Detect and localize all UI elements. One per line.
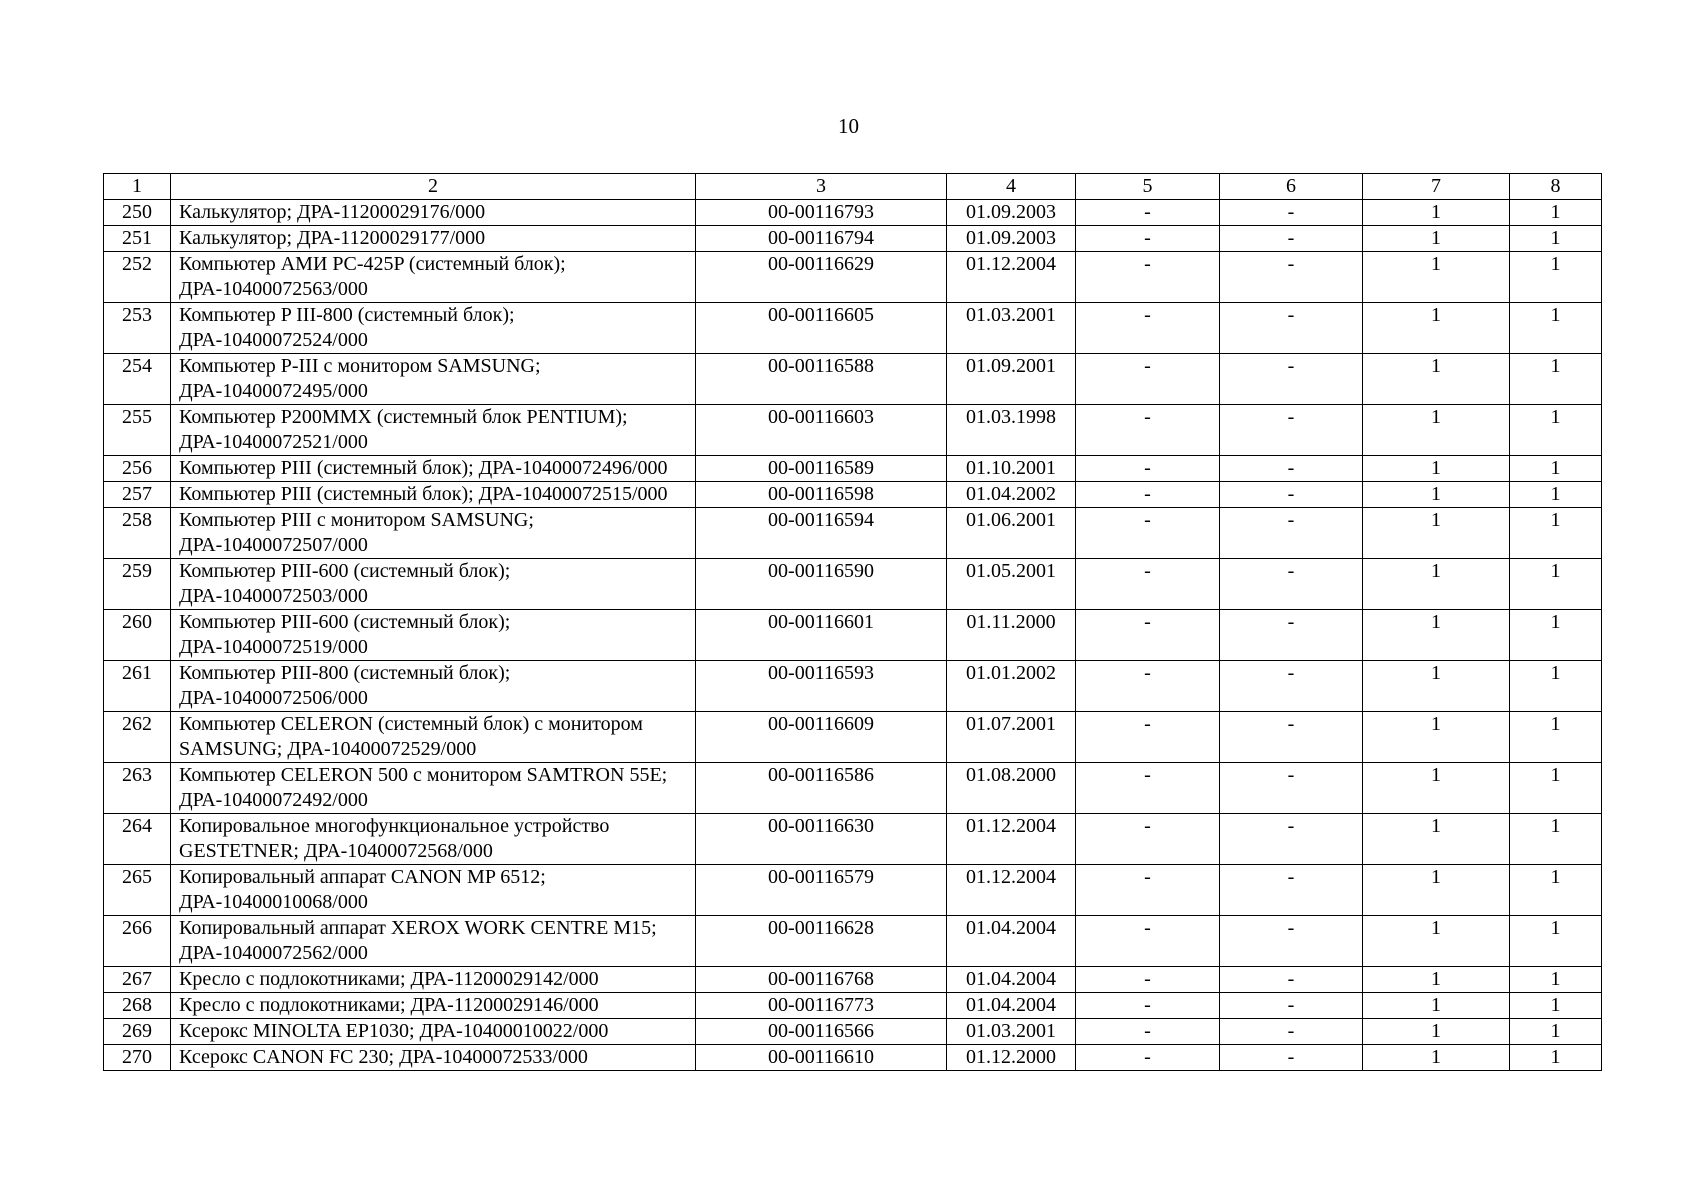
table-row	[104, 252, 1602, 303]
quantity-cell: 1	[1363, 482, 1510, 508]
col6-cell: -	[1220, 993, 1363, 1019]
col6-cell: -	[1220, 967, 1363, 993]
item-name-cell: Компьютер PIII-800 (системный блок); ДРА-10400072506/000	[171, 661, 696, 712]
col8-cell: 1	[1510, 559, 1602, 610]
row-number-cell: 270	[104, 1045, 171, 1071]
table-row	[104, 200, 1602, 226]
header-col-4: 4	[947, 174, 1076, 200]
row-number-cell: 261	[104, 661, 171, 712]
table-row	[104, 967, 1602, 993]
col5-cell: -	[1076, 1045, 1220, 1071]
col5-cell: -	[1076, 559, 1220, 610]
item-name-cell: Компьютер PIII (системный блок); ДРА-10400072496/000	[171, 456, 696, 482]
inventory-number-cell: 00-00116598	[696, 482, 947, 508]
inventory-number-cell: 00-00116566	[696, 1019, 947, 1045]
row-number-cell: 266	[104, 916, 171, 967]
date-cell: 01.04.2004	[947, 967, 1076, 993]
row-number-cell: 254	[104, 354, 171, 405]
row-number-cell: 262	[104, 712, 171, 763]
header-row	[104, 174, 1602, 200]
item-name-cell: Копировальное многофункциональное устройство GESTETNER; ДРА-10400072568/000	[171, 814, 696, 865]
inventory-number-cell: 00-00116601	[696, 610, 947, 661]
date-cell: 01.12.2004	[947, 814, 1076, 865]
inventory-number-cell: 00-00116594	[696, 508, 947, 559]
item-name-cell: Компьютер P200MMX (системный блок PENTIUM); ДРА-10400072521/000	[171, 405, 696, 456]
col6-cell: -	[1220, 456, 1363, 482]
item-name-cell: Компьютер CELERON 500 с монитором SAMTRON 55E; ДРА-10400072492/000	[171, 763, 696, 814]
inventory-number-cell: 00-00116794	[696, 226, 947, 252]
item-name-cell: Ксерокс MINOLTA EP1030; ДРА-10400010022/000	[171, 1019, 696, 1045]
quantity-cell: 1	[1363, 610, 1510, 661]
col6-cell: -	[1220, 763, 1363, 814]
col6-cell: -	[1220, 661, 1363, 712]
col5-cell: -	[1076, 916, 1220, 967]
header-col-8: 8	[1510, 174, 1602, 200]
col8-cell: 1	[1510, 354, 1602, 405]
header-col-7: 7	[1363, 174, 1510, 200]
col6-cell: -	[1220, 1045, 1363, 1071]
table-header	[104, 174, 1602, 200]
col6-cell: -	[1220, 865, 1363, 916]
col5-cell: -	[1076, 482, 1220, 508]
date-cell: 01.04.2004	[947, 993, 1076, 1019]
col5-cell: -	[1076, 661, 1220, 712]
row-number-cell: 259	[104, 559, 171, 610]
item-name-cell: Копировальный аппарат XEROX WORK CENTRE M15; ДРА-10400072562/000	[171, 916, 696, 967]
inventory-number-cell: 00-00116590	[696, 559, 947, 610]
item-name-cell: Компьютер P-III с монитором SAMSUNG; ДРА-10400072495/000	[171, 354, 696, 405]
quantity-cell: 1	[1363, 559, 1510, 610]
date-cell: 01.03.2001	[947, 1019, 1076, 1045]
col5-cell: -	[1076, 456, 1220, 482]
quantity-cell: 1	[1363, 354, 1510, 405]
table-row	[104, 1019, 1602, 1045]
col6-cell: -	[1220, 252, 1363, 303]
quantity-cell: 1	[1363, 303, 1510, 354]
inventory-number-cell: 00-00116609	[696, 712, 947, 763]
quantity-cell: 1	[1363, 712, 1510, 763]
quantity-cell: 1	[1363, 508, 1510, 559]
item-name-cell: Копировальный аппарат CANON MP 6512; ДРА-10400010068/000	[171, 865, 696, 916]
quantity-cell: 1	[1363, 763, 1510, 814]
row-number-cell: 251	[104, 226, 171, 252]
table-row	[104, 508, 1602, 559]
item-name-cell: Калькулятор; ДРА-11200029176/000	[171, 200, 696, 226]
item-name-cell: Ксерокс CANON FC 230; ДРА-10400072533/000	[171, 1045, 696, 1071]
row-number-cell: 267	[104, 967, 171, 993]
table-row	[104, 661, 1602, 712]
col8-cell: 1	[1510, 252, 1602, 303]
page-number: 10	[838, 114, 859, 138]
inventory-number-cell: 00-00116579	[696, 865, 947, 916]
row-number-cell: 255	[104, 405, 171, 456]
table-row	[104, 993, 1602, 1019]
table-body	[104, 200, 1602, 1071]
col5-cell: -	[1076, 763, 1220, 814]
col6-cell: -	[1220, 200, 1363, 226]
col5-cell: -	[1076, 508, 1220, 559]
col5-cell: -	[1076, 814, 1220, 865]
date-cell: 01.09.2001	[947, 354, 1076, 405]
col6-cell: -	[1220, 226, 1363, 252]
date-cell: 01.05.2001	[947, 559, 1076, 610]
col8-cell: 1	[1510, 865, 1602, 916]
col6-cell: -	[1220, 482, 1363, 508]
col8-cell: 1	[1510, 993, 1602, 1019]
date-cell: 01.09.2003	[947, 226, 1076, 252]
date-cell: 01.12.2000	[947, 1045, 1076, 1071]
col8-cell: 1	[1510, 226, 1602, 252]
item-name-cell: Компьютер АМИ PC-425P (системный блок); ДРА-10400072563/000	[171, 252, 696, 303]
inventory-number-cell: 00-00116593	[696, 661, 947, 712]
date-cell: 01.01.2002	[947, 661, 1076, 712]
table-row	[104, 1045, 1602, 1071]
row-number-cell: 269	[104, 1019, 171, 1045]
table-row	[104, 916, 1602, 967]
quantity-cell: 1	[1363, 200, 1510, 226]
col8-cell: 1	[1510, 763, 1602, 814]
col5-cell: -	[1076, 303, 1220, 354]
date-cell: 01.10.2001	[947, 456, 1076, 482]
date-cell: 01.04.2004	[947, 916, 1076, 967]
col5-cell: -	[1076, 967, 1220, 993]
col5-cell: -	[1076, 865, 1220, 916]
table-row	[104, 865, 1602, 916]
item-name-cell: Кресло с подлокотниками; ДРА-11200029142/000	[171, 967, 696, 993]
row-number-cell: 258	[104, 508, 171, 559]
col5-cell: -	[1076, 1019, 1220, 1045]
item-name-cell: Компьютер CELERON (системный блок) с монитором SAMSUNG; ДРА-10400072529/000	[171, 712, 696, 763]
inventory-number-cell: 00-00116589	[696, 456, 947, 482]
inventory-number-cell: 00-00116586	[696, 763, 947, 814]
inventory-number-cell: 00-00116768	[696, 967, 947, 993]
col8-cell: 1	[1510, 456, 1602, 482]
quantity-cell: 1	[1363, 967, 1510, 993]
quantity-cell: 1	[1363, 456, 1510, 482]
date-cell: 01.04.2002	[947, 482, 1076, 508]
col5-cell: -	[1076, 354, 1220, 405]
header-col-1: 1	[104, 174, 171, 200]
date-cell: 01.11.2000	[947, 610, 1076, 661]
quantity-cell: 1	[1363, 1019, 1510, 1045]
col5-cell: -	[1076, 226, 1220, 252]
quantity-cell: 1	[1363, 661, 1510, 712]
date-cell: 01.08.2000	[947, 763, 1076, 814]
table-row	[104, 405, 1602, 456]
inventory-number-cell: 00-00116605	[696, 303, 947, 354]
item-name-cell: Компьютер P III-800 (системный блок); ДРА-10400072524/000	[171, 303, 696, 354]
col6-cell: -	[1220, 354, 1363, 405]
col6-cell: -	[1220, 405, 1363, 456]
quantity-cell: 1	[1363, 993, 1510, 1019]
col8-cell: 1	[1510, 967, 1602, 993]
col5-cell: -	[1076, 993, 1220, 1019]
table-row	[104, 226, 1602, 252]
row-number-cell: 264	[104, 814, 171, 865]
date-cell: 01.03.2001	[947, 303, 1076, 354]
col5-cell: -	[1076, 712, 1220, 763]
table-row	[104, 763, 1602, 814]
col6-cell: -	[1220, 712, 1363, 763]
inventory-number-cell: 00-00116793	[696, 200, 947, 226]
item-name-cell: Компьютер PIII (системный блок); ДРА-10400072515/000	[171, 482, 696, 508]
col8-cell: 1	[1510, 482, 1602, 508]
col8-cell: 1	[1510, 661, 1602, 712]
table-row	[104, 303, 1602, 354]
table-row	[104, 559, 1602, 610]
col8-cell: 1	[1510, 1019, 1602, 1045]
row-number-cell: 252	[104, 252, 171, 303]
inventory-number-cell: 00-00116603	[696, 405, 947, 456]
quantity-cell: 1	[1363, 1045, 1510, 1071]
item-name-cell: Калькулятор; ДРА-11200029177/000	[171, 226, 696, 252]
date-cell: 01.03.1998	[947, 405, 1076, 456]
item-name-cell: Компьютер PIII с монитором SAMSUNG; ДРА-10400072507/000	[171, 508, 696, 559]
inventory-number-cell: 00-00116629	[696, 252, 947, 303]
item-name-cell: Компьютер PIII-600 (системный блок); ДРА-10400072503/000	[171, 559, 696, 610]
date-cell: 01.07.2001	[947, 712, 1076, 763]
table-row	[104, 814, 1602, 865]
row-number-cell: 257	[104, 482, 171, 508]
col6-cell: -	[1220, 916, 1363, 967]
col6-cell: -	[1220, 303, 1363, 354]
col5-cell: -	[1076, 405, 1220, 456]
col8-cell: 1	[1510, 200, 1602, 226]
quantity-cell: 1	[1363, 252, 1510, 303]
table-row	[104, 354, 1602, 405]
col8-cell: 1	[1510, 1045, 1602, 1071]
header-col-3: 3	[696, 174, 947, 200]
col8-cell: 1	[1510, 405, 1602, 456]
inventory-number-cell: 00-00116773	[696, 993, 947, 1019]
col8-cell: 1	[1510, 303, 1602, 354]
header-col-2: 2	[171, 174, 696, 200]
col8-cell: 1	[1510, 610, 1602, 661]
col5-cell: -	[1076, 610, 1220, 661]
col8-cell: 1	[1510, 916, 1602, 967]
col8-cell: 1	[1510, 508, 1602, 559]
inventory-number-cell: 00-00116610	[696, 1045, 947, 1071]
col6-cell: -	[1220, 1019, 1363, 1045]
date-cell: 01.06.2001	[947, 508, 1076, 559]
col6-cell: -	[1220, 508, 1363, 559]
row-number-cell: 263	[104, 763, 171, 814]
item-name-cell: Кресло с подлокотниками; ДРА-11200029146/000	[171, 993, 696, 1019]
quantity-cell: 1	[1363, 405, 1510, 456]
col8-cell: 1	[1510, 814, 1602, 865]
row-number-cell: 268	[104, 993, 171, 1019]
col6-cell: -	[1220, 814, 1363, 865]
row-number-cell: 250	[104, 200, 171, 226]
quantity-cell: 1	[1363, 916, 1510, 967]
date-cell: 01.12.2004	[947, 252, 1076, 303]
quantity-cell: 1	[1363, 814, 1510, 865]
date-cell: 01.09.2003	[947, 200, 1076, 226]
col6-cell: -	[1220, 610, 1363, 661]
inventory-number-cell: 00-00116588	[696, 354, 947, 405]
item-name-cell: Компьютер PIII-600 (системный блок); ДРА-10400072519/000	[171, 610, 696, 661]
row-number-cell: 253	[104, 303, 171, 354]
inventory-number-cell: 00-00116630	[696, 814, 947, 865]
header-col-5: 5	[1076, 174, 1220, 200]
quantity-cell: 1	[1363, 865, 1510, 916]
table-row	[104, 610, 1602, 661]
inventory-number-cell: 00-00116628	[696, 916, 947, 967]
inventory-table	[103, 173, 1602, 1071]
quantity-cell: 1	[1363, 226, 1510, 252]
row-number-cell: 260	[104, 610, 171, 661]
table-row	[104, 482, 1602, 508]
col8-cell: 1	[1510, 712, 1602, 763]
row-number-cell: 256	[104, 456, 171, 482]
date-cell: 01.12.2004	[947, 865, 1076, 916]
col6-cell: -	[1220, 559, 1363, 610]
header-col-6: 6	[1220, 174, 1363, 200]
table-row	[104, 456, 1602, 482]
row-number-cell: 265	[104, 865, 171, 916]
col5-cell: -	[1076, 252, 1220, 303]
table-row	[104, 712, 1602, 763]
col5-cell: -	[1076, 200, 1220, 226]
